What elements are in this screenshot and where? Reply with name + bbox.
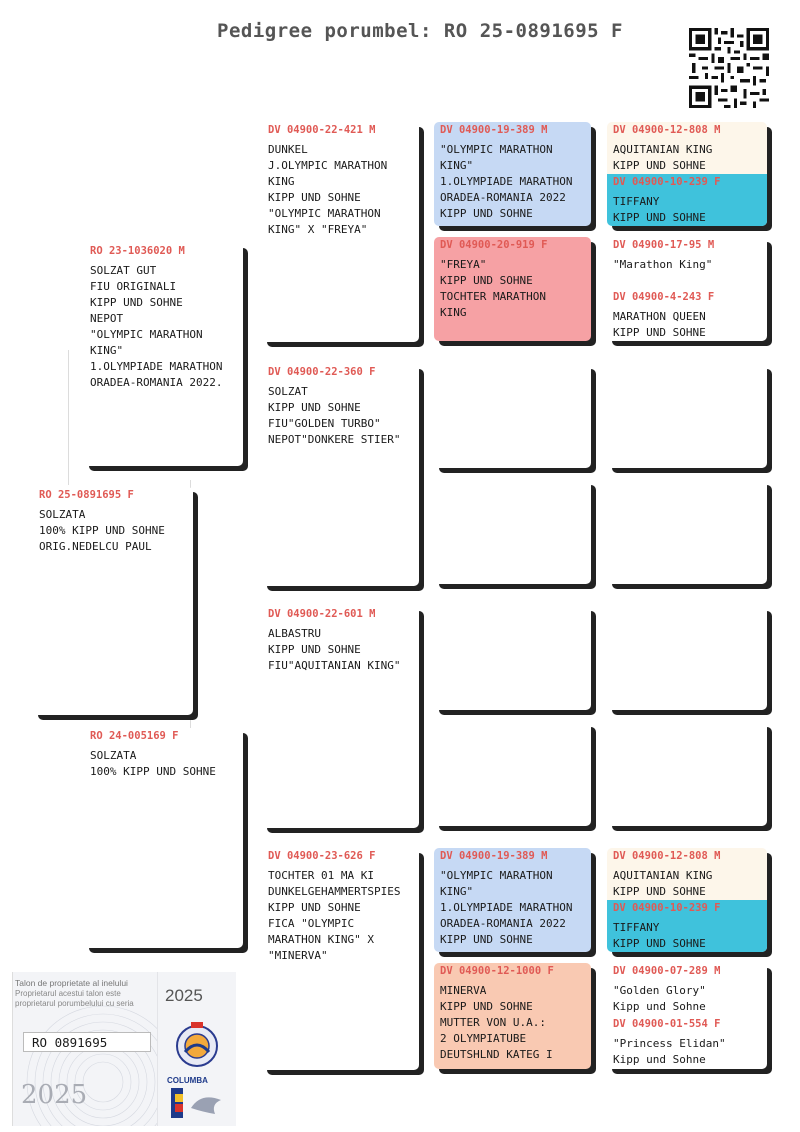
ownership-talon [12, 972, 236, 1126]
dss-card[interactable] [434, 606, 591, 710]
gen4-box-4[interactable] [607, 480, 767, 584]
gen4-hen [607, 900, 767, 952]
talon-year-side: 2025 [165, 986, 203, 1005]
pigeon-description: "FREYA" KIPP UND SOHNE TOCHTER MARATHON KING [440, 258, 546, 319]
gen4-box-3[interactable] [607, 364, 767, 468]
pigeon-description: AQUITANIAN KING KIPP UND SOHNE [613, 869, 713, 898]
gen4-box-2[interactable] [607, 237, 767, 341]
page-title: Pedigree porumbel: RO 25-0891695 F [217, 20, 623, 42]
dam-sire-card[interactable] [262, 606, 419, 828]
gen4-box-8[interactable] [607, 963, 767, 1069]
ring-number: DV 04900-19-389 M [440, 124, 548, 136]
sdd-card[interactable] [434, 480, 591, 584]
ring-number: DV 04900-4-243 F [613, 291, 715, 303]
gen4-cock [607, 963, 767, 1016]
dam-dam-card[interactable] [262, 848, 419, 1070]
pigeon-description: "Princess Elidan" Kipp und Sohne [613, 1037, 726, 1066]
qr-code [689, 28, 769, 108]
gen4-box-5[interactable] [607, 606, 767, 710]
pigeon-description: "OLYMPIC MARATHON KING" 1.OLYMPIADE MARATHON ORADEA-ROMANIA 2022 KIPP UND SOHNE [440, 869, 573, 946]
ssd-card[interactable] [434, 237, 591, 341]
pigeon-description: MARATHON QUEEN KIPP UND SOHNE [613, 310, 706, 339]
ring-number: DV 04900-22-360 F [268, 366, 376, 378]
sss-card[interactable] [434, 122, 591, 226]
dsd-card[interactable] [434, 722, 591, 826]
pigeon-description: DUNKEL J.OLYMPIC MARATHON KING KIPP UND SOHNE "OLYMPIC MARATHON KING" X "FREYA" [268, 143, 388, 236]
pigeon-description: TIFFANY KIPP UND SOHNE [613, 921, 706, 950]
brand-name: COLUMBA [167, 1076, 208, 1085]
ring-number: DV 04900-19-389 M [440, 850, 548, 862]
gen4-hen [607, 1016, 767, 1069]
sds-card[interactable] [434, 364, 591, 468]
ring-number: DV 04900-17-95 M [613, 239, 715, 251]
sire-dam-card[interactable] [262, 364, 419, 586]
pigeon-description: "OLYMPIC MARATHON KING" 1.OLYMPIADE MARATHON ORADEA-ROMANIA 2022 KIPP UND SOHNE [440, 143, 573, 220]
sire-sire-card[interactable] [262, 122, 419, 342]
ring-number: DV 04900-10-239 F [613, 176, 721, 188]
pigeon-description: AQUITANIAN KING KIPP UND SOHNE [613, 143, 713, 172]
connector-line [68, 350, 69, 485]
talon-line: proprietarul porumbelului cu seria [15, 999, 134, 1008]
pigeon-description: MINERVA KIPP UND SOHNE MUTTER VON U.A.: 2 OLYMPIATUBE DEUTSHLND KATEG I [440, 984, 553, 1061]
talon-line: Proprietarul acestui talon este [15, 989, 121, 998]
ring-number: DV 04900-12-808 M [613, 850, 721, 862]
talon-title: Talon de proprietate al inelului [15, 978, 128, 988]
pigeon-description: "Marathon King" [613, 258, 713, 271]
gen4-hen [607, 174, 767, 226]
gen4-box-1[interactable] [607, 122, 767, 226]
dam-card[interactable] [84, 728, 243, 948]
ring-code-field: RO 0891695 [23, 1032, 151, 1052]
gen4-box-6[interactable] [607, 722, 767, 826]
ring-number: RO 24-005169 F [90, 730, 179, 742]
talon-header [13, 978, 163, 1009]
ring-number: RO 25-0891695 F [39, 489, 134, 501]
gen4-hen [607, 289, 767, 341]
federation-logo-icon [175, 1018, 219, 1074]
ring-number: DV 04900-22-601 M [268, 608, 376, 620]
ring-number: DV 04900-10-239 F [613, 902, 721, 914]
ring-number: DV 04900-12-808 M [613, 124, 721, 136]
pigeon-description: SOLZAT KIPP UND SOHNE FIU"GOLDEN TURBO" NEPOT"DONKERE STIER" [268, 385, 401, 446]
pigeon-description: TIFFANY KIPP UND SOHNE [613, 195, 706, 224]
gen4-cock [607, 848, 767, 900]
dds-card[interactable] [434, 848, 591, 952]
ring-number: DV 04900-20-919 F [440, 239, 548, 251]
ring-number: DV 04900-12-1000 F [440, 965, 554, 977]
ring-number: DV 04900-01-554 F [613, 1018, 721, 1030]
pigeon-emblem-icon [171, 1088, 227, 1118]
gen4-cock [607, 122, 767, 174]
pigeon-description: TOCHTER 01 MA KI DUNKELGEHAMMERTSPIES KIPP UND SOHNE FICA "OLYMPIC MARATHON KING" X "MINERVA" [268, 869, 401, 962]
talon-year: 2025 [21, 1080, 88, 1110]
ring-number: RO 23-1036020 M [90, 245, 185, 257]
subject-card[interactable] [33, 487, 193, 715]
talon-divider [157, 972, 158, 1126]
gen4-cock [607, 237, 767, 289]
pigeon-description: ALBASTRU KIPP UND SOHNE FIU"AQUITANIAN KING" [268, 627, 401, 672]
pigeon-description: "Golden Glory" Kipp und Sohne [613, 984, 706, 1013]
ring-number: DV 04900-22-421 M [268, 124, 376, 136]
ddd-card[interactable] [434, 963, 591, 1069]
ring-number: DV 04900-07-289 M [613, 965, 721, 977]
pigeon-description: SOLZATA 100% KIPP UND SOHNE [90, 749, 216, 778]
ring-number: DV 04900-23-626 F [268, 850, 376, 862]
pigeon-description: SOLZAT GUT FIU ORIGINALI KIPP UND SOHNE NEPOT "OLYMPIC MARATHON KING" 1.OLYMPIADE MARATHON ORADEA-ROMANIA 2022. [90, 264, 223, 389]
pigeon-description: SOLZATA 100% KIPP UND SOHNE ORIG.NEDELCU PAUL [39, 508, 165, 553]
gen4-box-7[interactable] [607, 848, 767, 952]
sire-card[interactable] [84, 243, 243, 466]
